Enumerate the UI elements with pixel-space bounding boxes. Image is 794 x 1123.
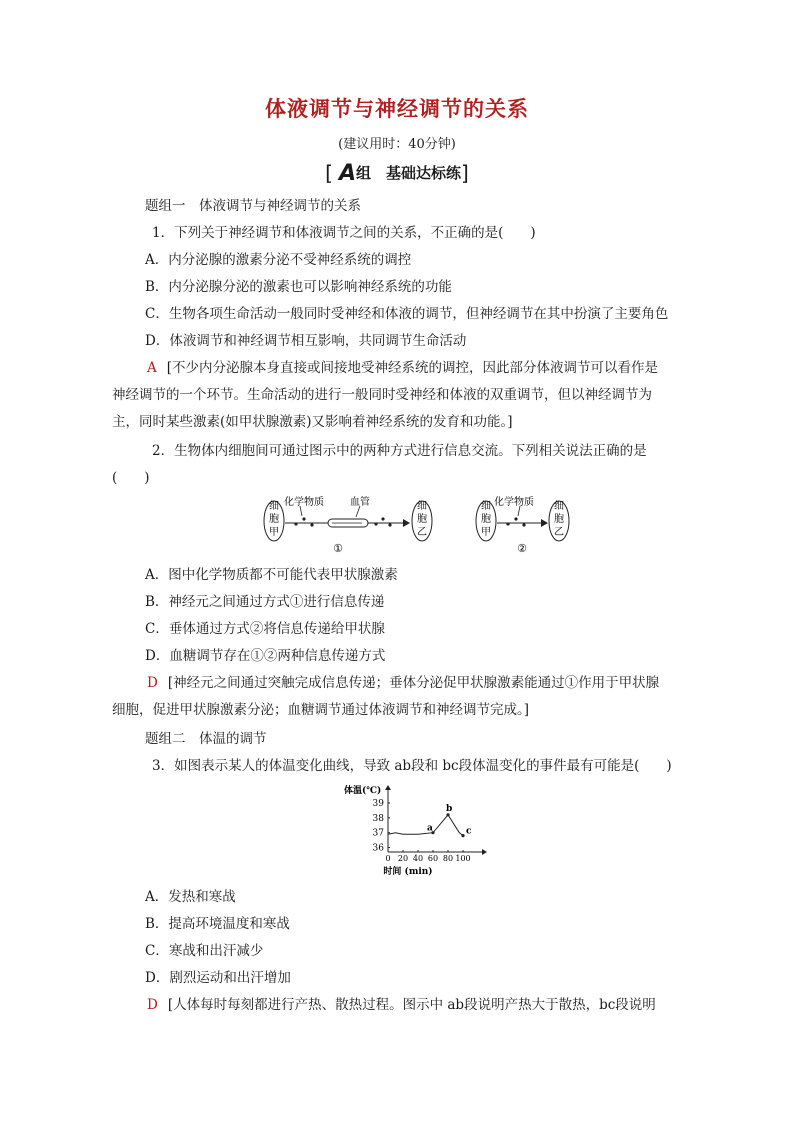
mode1-dot	[302, 517, 305, 520]
chart-x-tick-label: 20	[397, 854, 409, 863]
q1-explanation-1: [不少内分泌腺本身直接或间接地受神经系统的调控，因此部分体液调节可以看作是	[166, 360, 659, 376]
page-subtitle: (建议用时：40分钟)	[338, 137, 456, 152]
q1-option-b: B．内分泌腺分泌的激素也可以影响神经系统的功能	[145, 279, 452, 295]
chart-point-label-c: c	[466, 826, 472, 837]
q3-explanation-1: [人体每时每刻都进行产热、散热过程。图示中 ab段说明产热大于散热，bc段说明	[167, 997, 656, 1013]
group-header	[0, 161, 794, 186]
mode1-cell-b-char1: 细	[417, 501, 427, 512]
q3-stem: 3．如图表示某人的体温变化曲线，导致 ab段和 bc段体温变化的事件最有可能是( )	[152, 758, 672, 774]
chart-y-tick-label: 36	[372, 843, 384, 854]
mode2-dot	[522, 523, 525, 526]
mode1-cell-b-char2: 胞	[417, 514, 427, 525]
mode2-chem-label: 化学物质	[494, 497, 534, 508]
group-bracket-left: [	[325, 161, 333, 185]
chart-y-tick-label: 38	[372, 813, 384, 824]
q2-option-b: B．神经元之间通过方式①进行信息传递	[145, 594, 385, 610]
q2-option-a: A．图中化学物质都不可能代表甲状腺激素	[145, 567, 398, 583]
mode2-dot	[514, 517, 517, 520]
q2-explanation-1: [神经元之间通过突触完成信息传递；垂体分泌促甲状腺激素能通过①作用于甲状腺	[167, 675, 660, 691]
q1-explanation-2: 神经调节的一个环节。生命活动的进行一般同时受神经和体液的双重调节，但以神经调节为	[112, 387, 652, 403]
mode2-dot	[506, 522, 509, 525]
chart-y-axis-arrow	[385, 785, 391, 790]
mode1-arrow-head	[403, 519, 410, 527]
mode2-label: ②	[517, 542, 527, 555]
q1-option-d: D．体液调节和神经调节相互影响，共同调节生命活动	[145, 333, 467, 349]
chart-x-tick-label: 100	[455, 854, 471, 863]
group-label: 组 基础达标练	[356, 164, 462, 182]
vessel-label: 血管	[350, 497, 370, 508]
q1-option-a: A．内分泌腺的激素分泌不受神经系统的调控	[145, 252, 412, 268]
q1-answer: A	[147, 360, 157, 376]
mode2-cell-b-char2: 胞	[554, 514, 564, 525]
mode2-cell-b-char3: 乙	[554, 527, 564, 538]
chart-xlabel: 时间 (min)	[383, 867, 433, 877]
mode1-chem-label: 化学物质	[284, 497, 324, 508]
chart-x-tick-label: 40	[412, 854, 424, 863]
chart-x-tick-label: 80	[442, 854, 454, 863]
chart-x-tick-label: 0	[385, 854, 391, 863]
mode1-cell-a-char3: 甲	[269, 527, 279, 538]
q3-option-d: D．剧烈运动和出汗增加	[145, 970, 291, 986]
mode1-diagram	[264, 495, 432, 555]
chart-ylabel: 体温(℃)	[344, 786, 382, 796]
q2-stem-paren: ( )	[112, 470, 150, 486]
chart-point-c	[461, 834, 464, 837]
mode2-arrow-head	[541, 519, 548, 527]
group-bracket-right: ]	[461, 161, 469, 185]
mode2-cell-a-char3: 甲	[481, 527, 491, 538]
mode1-cell-b-char3: 乙	[417, 527, 427, 538]
q3-option-c: C．寒战和出汗减少	[145, 943, 264, 959]
chart-point-label-b: b	[446, 803, 453, 814]
section1-heading: 题组一 体液调节与神经调节的关系	[145, 198, 361, 214]
q3-answer-line1	[147, 995, 656, 1015]
mode1-dot	[374, 522, 377, 525]
mode1-dot	[381, 517, 384, 520]
q3-answer: D	[147, 997, 158, 1013]
q1-stem: 1．下列关于神经调节和体液调节之间的关系，不正确的是( )	[152, 225, 536, 241]
q2-option-c: C．垂体通过方式②将信息传递给甲状腺	[145, 621, 385, 637]
q2-answer: D	[147, 675, 158, 691]
mode2-diagram	[476, 495, 569, 555]
signal-transfer-figure	[258, 494, 578, 556]
mode2-cell-a-char1: 细	[481, 501, 491, 512]
mode1-label: ①	[333, 542, 343, 555]
chart-y-tick-label: 37	[372, 828, 384, 839]
chart-series-line	[388, 815, 463, 836]
chart-x-axis-arrow	[482, 849, 487, 855]
mode2-cell-a-char2: 胞	[481, 514, 491, 525]
q2-stem: 2．生物体内细胞间可通过图示中的两种方式进行信息交流。下列相关说法正确的是	[152, 443, 647, 459]
mode1-dot	[310, 523, 313, 526]
group-letter: A	[338, 161, 356, 186]
q2-answer-line1	[147, 673, 659, 693]
mode2-cell-b-char1: 细	[554, 501, 564, 512]
chart-point-label-a: a	[427, 823, 433, 834]
chart-x-tick-label: 60	[427, 854, 439, 863]
temperature-chart	[340, 782, 490, 878]
q2-explanation-2: 细胞，促进甲状腺激素分泌；血糖调节通过体液调节和神经调节完成。]	[112, 702, 530, 718]
q2-option-d: D．血糖调节存在①②两种信息传递方式	[145, 648, 386, 664]
mode1-dot	[294, 522, 297, 525]
q3-option-a: A．发热和寒战	[145, 889, 236, 905]
q1-option-c: C．生物各项生命活动一般同时受神经和体液的调节，但神经调节在其中扮演了主要角色	[145, 306, 669, 322]
page-title: 体液调节与神经调节的关系	[265, 96, 529, 121]
q1-answer-line1	[147, 358, 658, 378]
mode1-cell-a-char1: 细	[269, 501, 279, 512]
q3-option-b: B．提高环境温度和寒战	[145, 916, 290, 932]
mode1-cell-a-char2: 胞	[269, 514, 279, 525]
chart-y-tick-label: 39	[372, 798, 384, 809]
q1-explanation-3: 主，同时某些激素(如甲状腺激素)又影响着神经系统的发育和功能。]	[112, 414, 513, 430]
section2-heading: 题组二 体温的调节	[145, 731, 267, 747]
mode1-dot	[388, 523, 391, 526]
